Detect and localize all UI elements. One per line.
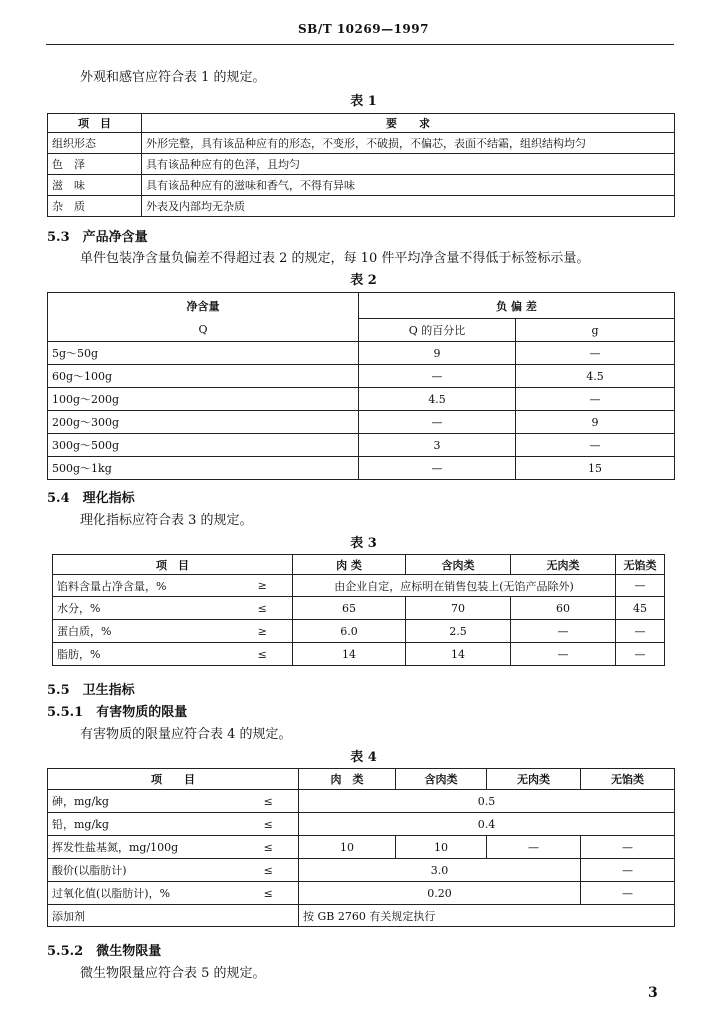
table3-cell: 2.5	[406, 620, 511, 643]
table3-cell: 14	[293, 643, 406, 666]
table2-cell: —	[359, 365, 516, 388]
table-row	[48, 859, 675, 882]
table4-header: 无馅类	[581, 769, 675, 790]
table-row	[48, 813, 675, 836]
table4-cell: ≤	[239, 882, 299, 905]
table2-cell: —	[516, 388, 675, 411]
table2-cell: 5g～50g	[48, 342, 359, 365]
table4-cell: —	[581, 859, 675, 882]
table1-cell: 具有该品种应有的滋味和香气，不得有异味	[142, 175, 675, 196]
table2-header-pct: Q 的百分比	[359, 319, 516, 342]
table4-cell: ≤	[239, 790, 299, 813]
table-row	[48, 154, 675, 175]
table4-cell: —	[581, 836, 675, 859]
table1-cell: 滋 味	[48, 175, 142, 196]
table3-cell: —	[511, 643, 616, 666]
table4-cell: 按 GB 2760 有关规定执行	[299, 905, 675, 927]
table4-header-row	[48, 769, 675, 790]
table-row	[53, 597, 665, 620]
table2-cell: 9	[359, 342, 516, 365]
table3-header: 无馅类	[616, 555, 665, 575]
table4-cell: —	[581, 882, 675, 905]
table4-header: 项 目	[48, 769, 299, 790]
table2-cell: 60g～100g	[48, 365, 359, 388]
table4-cell: 0.5	[299, 790, 675, 813]
table-row	[48, 388, 675, 411]
section-5-3-title: 5.3 产品净含量	[47, 230, 148, 245]
table2-cell: —	[516, 434, 675, 457]
table4-cell: ≤	[239, 859, 299, 882]
table2-header-row	[48, 319, 675, 342]
table2-header-row	[48, 293, 675, 319]
table-row	[48, 457, 675, 480]
table-row	[48, 365, 675, 388]
table4-cell: 0.4	[299, 813, 675, 836]
table2-caption: 表 2	[350, 273, 377, 288]
table3	[52, 554, 665, 666]
table1-cell: 外表及内部均无杂质	[142, 196, 675, 217]
table4-cell: 挥发性盐基氮，mg/100g	[48, 836, 239, 859]
table1-cell: 色 泽	[48, 154, 142, 175]
table3-cell: 14	[406, 643, 511, 666]
document-code: SB/T 10269—1997	[298, 22, 429, 36]
table4-cell: 铅，mg/kg	[48, 813, 239, 836]
table3-cell: —	[616, 575, 665, 597]
table-row	[48, 196, 675, 217]
table4-caption: 表 4	[350, 750, 377, 765]
table-row	[48, 882, 675, 905]
table2-header-net: 净含量	[48, 293, 359, 319]
table2-cell: 300g～500g	[48, 434, 359, 457]
table3-caption: 表 3	[350, 536, 377, 551]
table-row	[48, 836, 675, 859]
table-row	[48, 434, 675, 457]
table3-cell: ≥	[233, 620, 293, 643]
table2-header-g: g	[516, 319, 675, 342]
table3-header: 含肉类	[406, 555, 511, 575]
page-number: 3	[648, 985, 658, 1001]
table2-cell: 9	[516, 411, 675, 434]
table3-cell: ≥	[233, 575, 293, 597]
header-rule	[46, 44, 674, 45]
table3-cell: 水分，%	[53, 597, 233, 620]
intro-text: 外观和感官应符合表 1 的规定。	[80, 70, 266, 85]
table1-header-row	[48, 114, 675, 133]
table4-cell: 10	[396, 836, 487, 859]
table2-header-neg: 负 偏 差	[359, 293, 675, 319]
table3-cell: 70	[406, 597, 511, 620]
table2-cell: —	[359, 457, 516, 480]
table3-cell: 45	[616, 597, 665, 620]
table3-cell: 蛋白质，%	[53, 620, 233, 643]
table1-header: 项 目	[48, 114, 142, 133]
table3-cell: 6.0	[293, 620, 406, 643]
table2	[47, 292, 675, 480]
table4	[47, 768, 675, 927]
table4-cell: 酸价(以脂肪计)	[48, 859, 239, 882]
table3-cell: 馅料含量占净含量，%	[53, 575, 233, 597]
table2-cell: 200g～300g	[48, 411, 359, 434]
table2-cell: 3	[359, 434, 516, 457]
table3-header: 无肉类	[511, 555, 616, 575]
table3-header: 肉 类	[293, 555, 406, 575]
table4-cell: ≤	[239, 836, 299, 859]
section-5-5-2-text: 微生物限量应符合表 5 的规定。	[80, 966, 266, 981]
table-row	[53, 620, 665, 643]
table2-cell: 100g～200g	[48, 388, 359, 411]
table4-cell: —	[487, 836, 581, 859]
table-row	[53, 575, 665, 597]
table4-header: 肉 类	[299, 769, 396, 790]
table2-header-q: Q	[48, 319, 359, 342]
table2-cell: —	[359, 411, 516, 434]
table3-cell: ≤	[233, 643, 293, 666]
section-5-3-text: 单件包装净含量负偏差不得超过表 2 的规定，每 10 件平均净含量不得低于标签标示量。	[80, 251, 590, 266]
table4-cell: 砷，mg/kg	[48, 790, 239, 813]
table4-cell: 10	[299, 836, 396, 859]
table-row	[48, 342, 675, 365]
table2-cell: 4.5	[516, 365, 675, 388]
section-5-5-1-text: 有害物质的限量应符合表 4 的规定。	[80, 727, 292, 742]
table1-cell: 具有该品种应有的色泽，且均匀	[142, 154, 675, 175]
section-5-5-1-title: 5.5.1 有害物质的限量	[47, 705, 188, 720]
table3-cell: —	[616, 643, 665, 666]
table2-cell: 4.5	[359, 388, 516, 411]
table1-cell: 杂 质	[48, 196, 142, 217]
table1	[47, 113, 675, 217]
table1-header: 要 求	[142, 114, 675, 133]
section-5-5-title: 5.5 卫生指标	[47, 683, 135, 698]
table2-cell: 15	[516, 457, 675, 480]
table4-header: 含肉类	[396, 769, 487, 790]
table3-header: 项 目	[53, 555, 293, 575]
section-5-5-2-title: 5.5.2 微生物限量	[47, 944, 162, 959]
table3-cell: 60	[511, 597, 616, 620]
table3-cell: —	[511, 620, 616, 643]
section-5-4-text: 理化指标应符合表 3 的规定。	[80, 513, 253, 528]
table4-cell: 添加剂	[48, 905, 299, 927]
table4-cell: ≤	[239, 813, 299, 836]
table3-cell: ≤	[233, 597, 293, 620]
table3-header-row	[53, 555, 665, 575]
table-row	[53, 643, 665, 666]
table-row	[48, 411, 675, 434]
table3-cell: —	[616, 620, 665, 643]
table-row	[48, 905, 675, 927]
table4-cell: 0.20	[299, 882, 581, 905]
table4-cell: 过氧化值(以脂肪计)，%	[48, 882, 239, 905]
table4-header: 无肉类	[487, 769, 581, 790]
table1-cell: 外形完整，具有该品种应有的形态，不变形，不破损，不偏芯，表面不结霜，组织结构均匀	[142, 133, 675, 154]
table1-caption: 表 1	[350, 94, 377, 109]
table2-cell: —	[516, 342, 675, 365]
table2-cell: 500g～1kg	[48, 457, 359, 480]
table-row	[48, 133, 675, 154]
table-row	[48, 175, 675, 196]
table-row	[48, 790, 675, 813]
table4-cell: 3.0	[299, 859, 581, 882]
table1-cell: 组织形态	[48, 133, 142, 154]
table3-cell: 脂肪，%	[53, 643, 233, 666]
table3-cell: 65	[293, 597, 406, 620]
table3-cell: 由企业自定，应标明在销售包装上(无馅产品除外)	[293, 575, 616, 597]
section-5-4-title: 5.4 理化指标	[47, 491, 135, 506]
